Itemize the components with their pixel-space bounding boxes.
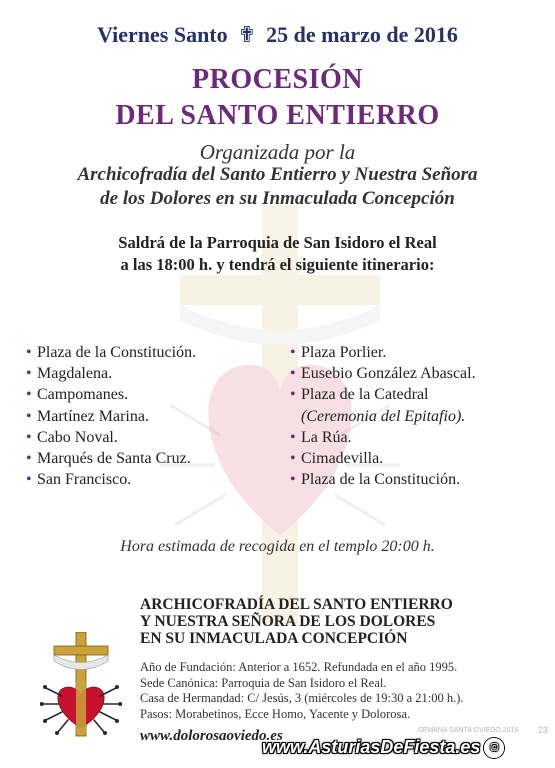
list-item: • Plaza Porlier.	[290, 342, 476, 363]
departure-line1: Saldrá de la Parroquia de San Isidoro el Real	[118, 233, 437, 252]
organizer-intro: Organizada por la	[199, 140, 356, 164]
bullet-icon: •	[290, 450, 296, 468]
canonical-seat-info: Sede Canónica: Parroquia de San Isidoro el Real.	[140, 676, 387, 690]
list-item: • San Francisco.	[26, 469, 196, 490]
founding-info: Año de Fundación: Anterior a 1652. Refundada en el año 1995.	[140, 660, 458, 674]
list-item: • La Rúa.	[290, 427, 476, 448]
brotherhood-house-info: Casa de Hermandad: C/ Jesús, 3 (miércoles de 19:30 a 21:00 h.).	[140, 691, 464, 705]
bullet-icon: •	[26, 365, 32, 383]
departure-line2: a las 18:00 h. y tendrá el siguiente itinerario:	[120, 255, 435, 274]
copyright-icon: ©	[484, 738, 504, 758]
bullet-icon: •	[290, 365, 296, 383]
list-item: • Plaza de la Constitución.	[290, 469, 476, 490]
running-footer-text: SEMANA SANTA OVIEDO 2016	[418, 727, 519, 734]
list-item: • Magdalena.	[26, 363, 196, 384]
site-watermark	[262, 737, 504, 758]
list-item: • Cimadevilla.	[290, 448, 476, 469]
list-item: • Marqués de Santa Cruz.	[26, 448, 196, 469]
bullet-icon: •	[26, 471, 32, 489]
floats-info: Pasos: Morabetinos, Ecce Homo, Yacente y Dolorosa.	[140, 707, 411, 721]
event-date-line	[0, 22, 555, 48]
bullet-icon: •	[290, 386, 296, 404]
organizer-name-line1: Archicofradía del Santo Entierro y Nuestra Señora	[77, 164, 478, 185]
itinerary-right-list	[290, 342, 476, 490]
brotherhood-name-line1: ARCHICOFRADÍA DEL SANTO ENTIERRO	[140, 596, 453, 613]
cross-icon: ✟	[237, 22, 257, 47]
event-date: 25 de marzo de 2016	[266, 22, 458, 47]
itinerary-note: (Ceremonia del Epitafio).	[301, 407, 466, 425]
list-item: • Eusebio González Abascal.	[290, 363, 476, 384]
return-time: Hora estimada de recogida en el templo 20:00 h.	[120, 538, 435, 555]
list-item: • Campomanes.	[26, 384, 196, 405]
brotherhood-name-line2: Y NUESTRA SEÑORA DE LOS DOLORES	[140, 613, 436, 630]
procession-title-line1: PROCESIÓN	[192, 64, 363, 95]
page-number: 23	[538, 725, 549, 735]
bullet-icon: •	[290, 428, 296, 446]
procession-title-line2: DEL SANTO ENTIERRO	[115, 100, 440, 131]
brotherhood-emblem-icon	[40, 632, 122, 742]
bullet-icon: •	[26, 407, 32, 425]
list-item: • Plaza de la Catedral	[290, 384, 476, 405]
list-item: • Martínez Marina.	[26, 406, 196, 427]
bullet-icon: •	[290, 471, 296, 489]
list-item: • Cabo Noval.	[26, 427, 196, 448]
bullet-icon: •	[26, 450, 32, 468]
bullet-icon: •	[26, 428, 32, 446]
bullet-icon: •	[26, 386, 32, 404]
organizer-name-line2: de los Dolores en su Inmaculada Concepción	[100, 188, 455, 209]
bullet-icon: •	[26, 344, 32, 361]
itinerary-left-list	[26, 342, 196, 490]
website-link[interactable]: www.dolorosaoviedo.es	[140, 728, 283, 744]
bullet-icon: •	[290, 344, 296, 361]
site-watermark-text: www.AsturiasDeFiesta.es	[262, 737, 481, 757]
event-day: Viernes Santo	[97, 22, 228, 47]
list-item: • Plaza de la Constitución.	[26, 342, 196, 363]
brotherhood-name-line3: EN SU INMACULADA CONCEPCIÓN	[140, 630, 408, 647]
